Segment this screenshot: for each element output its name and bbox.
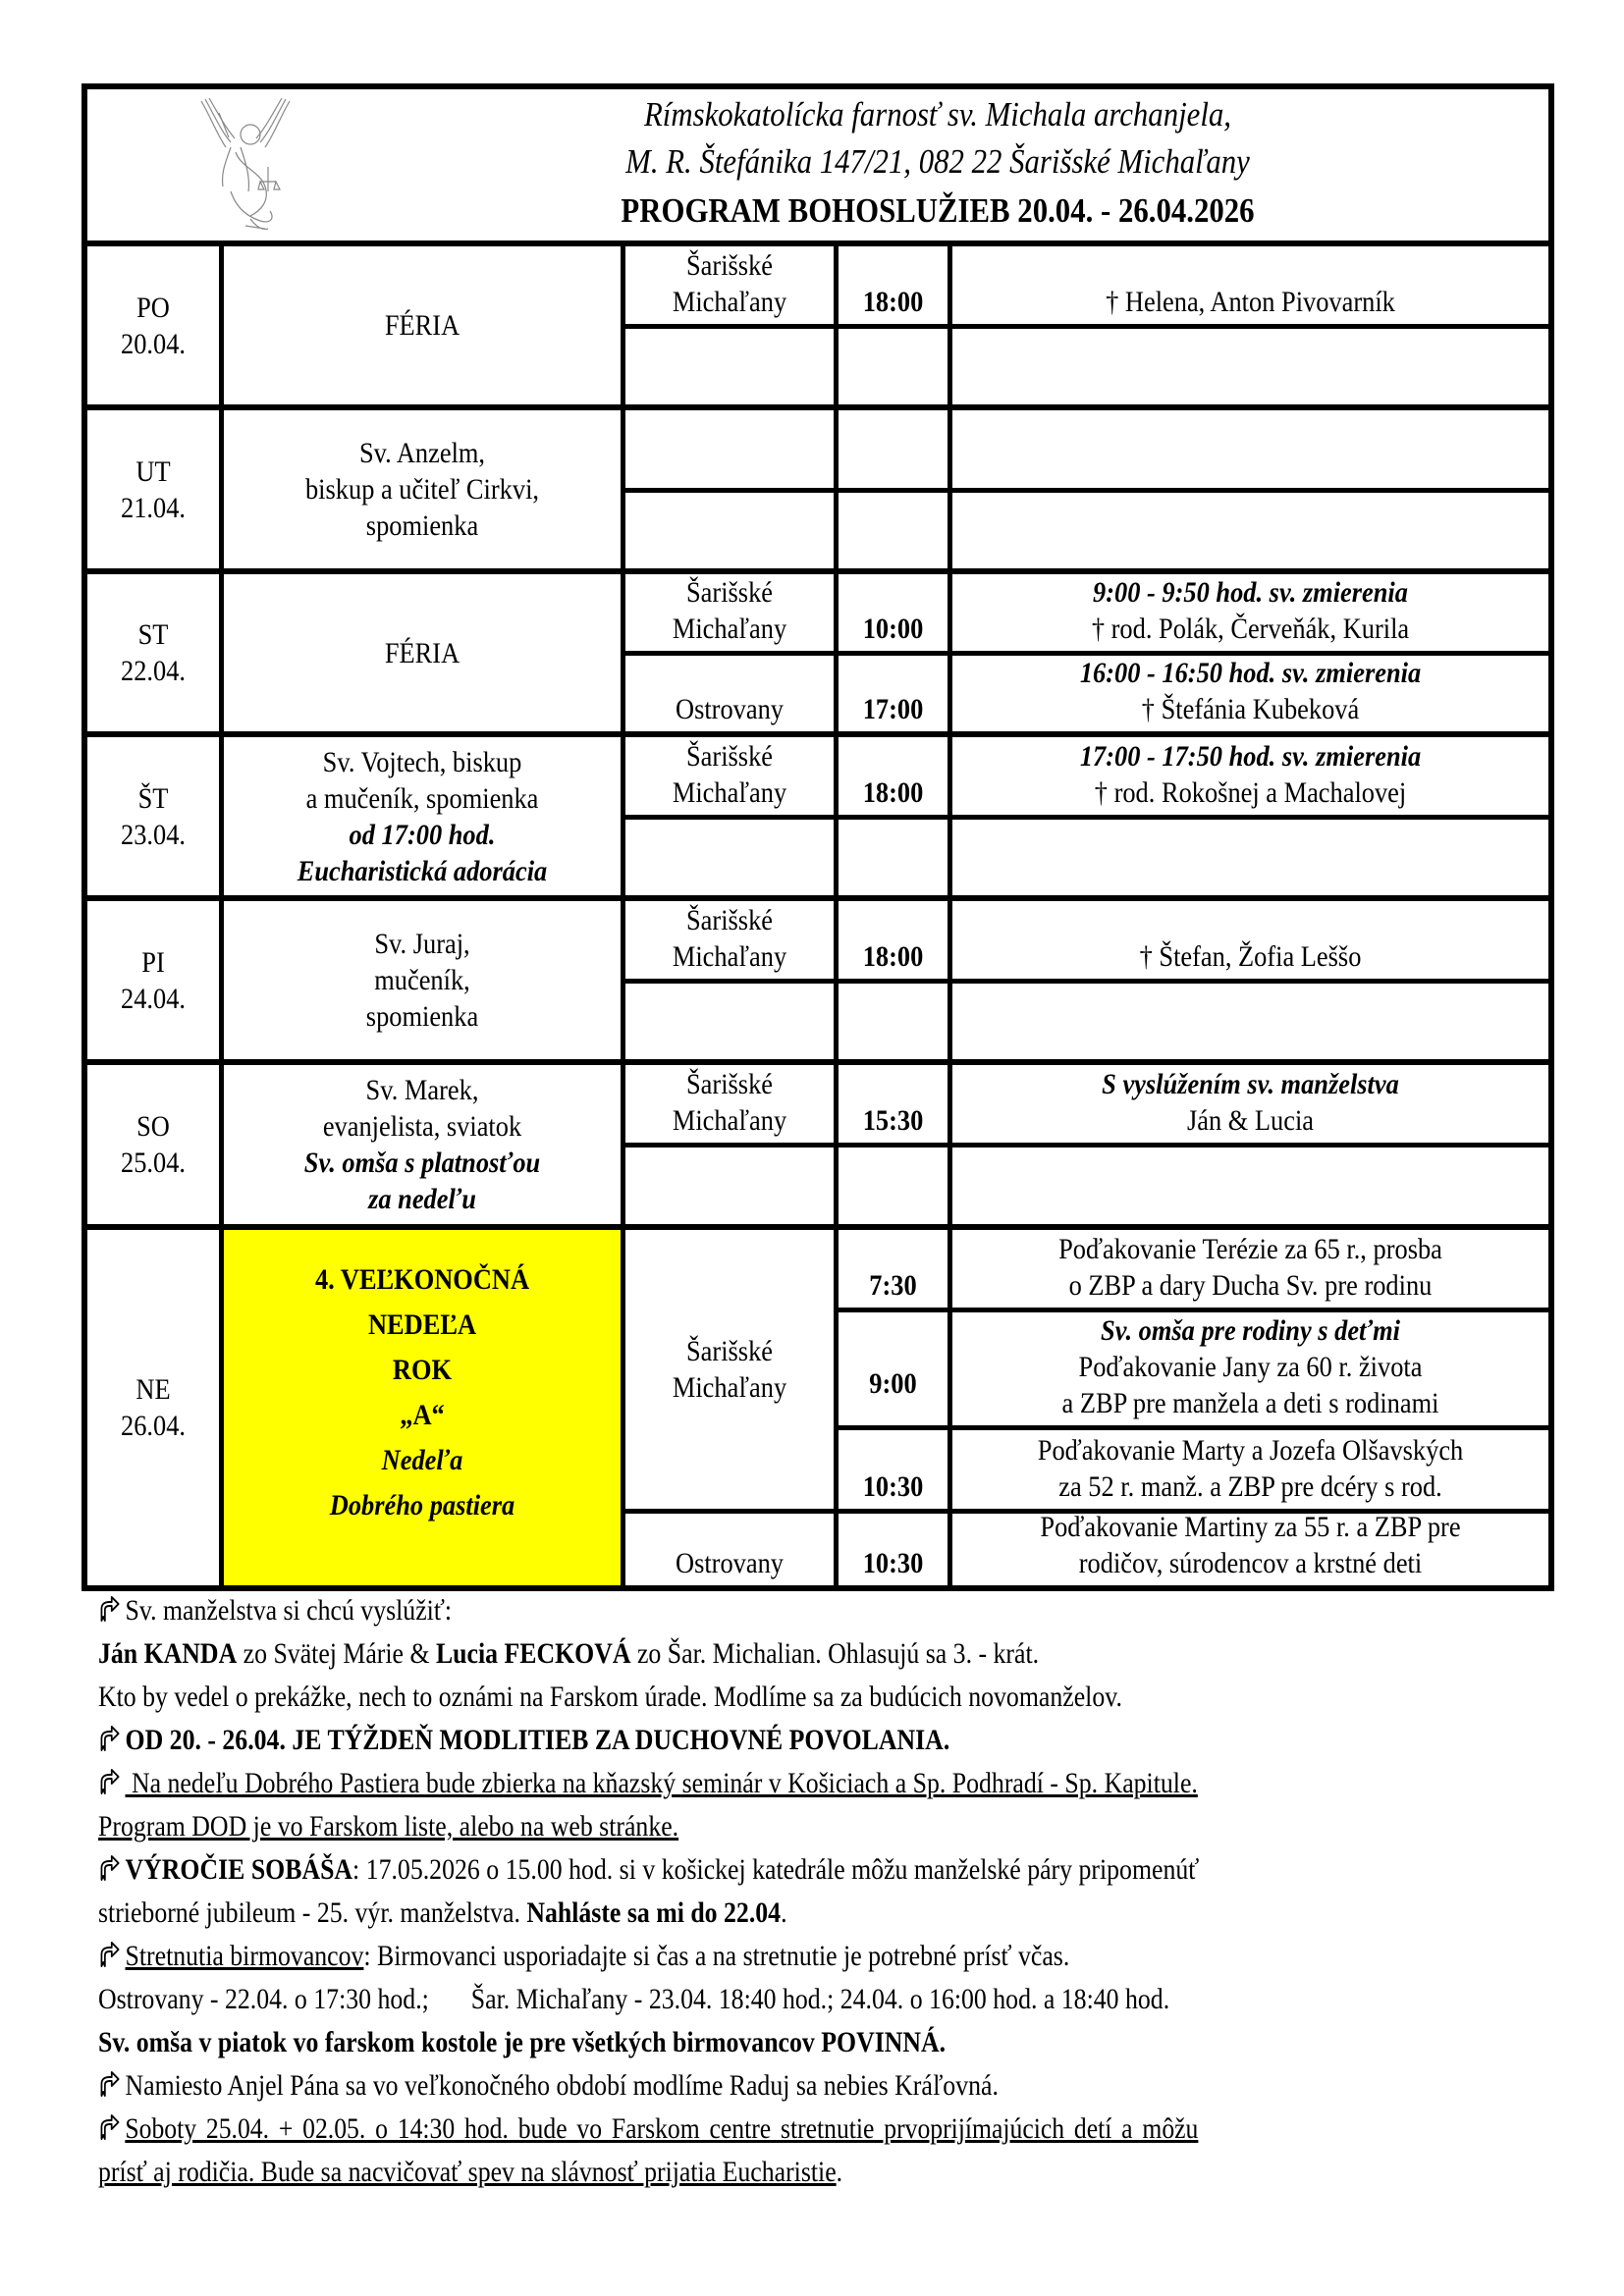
day-date: 21.04. <box>121 491 186 524</box>
intention-line: Poďakovanie Martiny za 55 r. a ZBP pre <box>1040 1511 1461 1543</box>
day-cell <box>95 410 211 568</box>
marriage-couple <box>98 1635 1039 1673</box>
time-cell <box>845 1065 942 1143</box>
note-text: Šar. Michaľany - 23.04. 18:40 hod.; 24.04. o 16:00 hod. a 18:40 hod. <box>470 1983 1170 2015</box>
feast-cell <box>247 1230 597 1585</box>
intention-line: † Helena, Anton Pivovarník <box>1106 286 1395 318</box>
marriage-intro <box>98 1592 452 1629</box>
feast-cell <box>247 901 597 1059</box>
place-line: Ostrovany <box>676 1547 784 1579</box>
arrow-bullet-icon <box>98 1725 120 1752</box>
mass-time: 17:00 <box>862 693 924 725</box>
note-text: prísť aj rodičia. Bude sa nacvičovať spev na slávnosť prijatia Eucharistie <box>98 2156 837 2188</box>
intention-line: za 52 r. manž. a ZBP pre dcéry s rod. <box>1058 1470 1442 1503</box>
mass-time: 10:00 <box>862 613 924 645</box>
note-text: . <box>781 1896 787 1929</box>
place-cell <box>638 1065 822 1143</box>
feast-line: 4. VEĽKONOČNÁ <box>314 1263 530 1296</box>
impediment-note <box>98 1679 1122 1716</box>
note-text: Sv. manželstva si chcú vyslúžiť: <box>125 1594 453 1627</box>
feast-line: Sv. Juraj, <box>374 928 470 960</box>
mass-time: 18:00 <box>862 286 924 318</box>
day-cell <box>95 1230 211 1585</box>
note-text: Kto by vedel o prekážke, nech to oznámi na Farskom úrade. Modlíme sa za budúcich novomanželov. <box>98 1681 1122 1713</box>
feast-cell <box>247 1065 597 1224</box>
arrow-bullet-icon <box>98 1941 120 1968</box>
time-cell <box>845 246 942 324</box>
adoration-line: Eucharistická adorácia <box>297 854 548 887</box>
arrow-bullet-icon <box>98 2070 120 2098</box>
family-mass-note: Sv. omša pre rodiny s deťmi <box>1101 1314 1400 1347</box>
feast-line: mučeník, <box>374 964 470 996</box>
place-line: Michaľany <box>672 1104 787 1137</box>
anniversary-note <box>98 1851 1199 1889</box>
intention-cell <box>988 1511 1512 1585</box>
time-cell <box>845 574 942 651</box>
arrow-bullet-icon <box>98 1595 120 1623</box>
vigil-mass-line: za nedeľu <box>368 1183 476 1215</box>
day-date: 25.04. <box>121 1147 186 1179</box>
place-cell <box>638 1514 822 1585</box>
archangel-michael-logo <box>191 93 299 236</box>
time-cell <box>845 737 942 815</box>
day-cell <box>95 901 211 1059</box>
place-line: Šarišské <box>686 249 773 282</box>
note-text: Ostrovany - 22.04. o 17:30 hod.; <box>98 1983 429 2015</box>
arrow-bullet-icon <box>98 2113 120 2141</box>
place-line: Šarišské <box>686 1335 773 1367</box>
bride-name: Lucia FECKOVÁ <box>435 1637 631 1670</box>
mass-time: 15:30 <box>862 1104 924 1137</box>
communion-note <box>98 2110 1198 2148</box>
place-cell <box>638 656 822 731</box>
day-name: PI <box>141 945 165 979</box>
feast-cell <box>247 410 597 568</box>
note-text: zo Šar. Michalian. Ohlasujú sa 3. - krát. <box>630 1637 1040 1670</box>
feast-line: „A“ <box>400 1399 445 1431</box>
note-label: Stretnutia birmovancov <box>125 1940 364 1972</box>
day-date: 24.04. <box>121 982 186 1015</box>
note-text: : 17.05.2026 o 15.00 hod. si v košickej katedrále môžu manželské páry pripomenúť <box>352 1853 1200 1886</box>
intention-line: rodičov, súrodencov a krstné deti <box>1078 1547 1423 1579</box>
arrow-bullet-icon <box>98 1854 120 1882</box>
confession-note: 17:00 - 17:50 hod. sv. zmierenia <box>1079 740 1422 773</box>
time-cell <box>845 1514 942 1585</box>
collection-note <box>98 1765 1198 1802</box>
feast-cell <box>247 246 597 404</box>
collection-note-2 <box>98 1808 678 1845</box>
day-date: 22.04. <box>121 655 186 687</box>
feast-cell <box>247 737 597 895</box>
confession-note: 9:00 - 9:50 hod. sv. zmierenia <box>1093 576 1408 609</box>
anniversary-note-2 <box>98 1895 787 1932</box>
time-cell <box>845 1312 942 1425</box>
time-cell <box>845 1430 942 1509</box>
note-text: : Birmovanci usporiadajte si čas a na stretnutie je potrebné prísť včas. <box>363 1940 1070 1972</box>
place-line: Michaľany <box>672 613 787 645</box>
feast-line: biskup a učiteľ Cirkvi, <box>304 473 540 506</box>
day-date: 20.04. <box>121 327 186 360</box>
note-text: . <box>836 2156 843 2188</box>
mass-time: 10:30 <box>862 1547 924 1579</box>
intention-cell <box>988 901 1512 979</box>
vocations-week-note <box>98 1722 949 1759</box>
day-name: SO <box>136 1110 170 1143</box>
place-cell <box>638 1230 822 1509</box>
feast-line: a mučeník, spomienka <box>305 781 539 815</box>
day-name: ST <box>137 618 169 651</box>
feast-line: NEDEĽA <box>367 1308 477 1341</box>
feast-line: Nedeľa <box>381 1444 463 1476</box>
intention-line: Ján & Lucia <box>1186 1104 1315 1137</box>
intention-line: o ZBP a dary Ducha Sv. pre rodinu <box>1068 1269 1433 1302</box>
feast-line: ROK <box>392 1354 453 1386</box>
place-line: Šarišské <box>686 740 773 773</box>
note-text: Namiesto Anjel Pána sa vo veľkonočného období modlíme Raduj sa nebies Kráľovná. <box>125 2069 999 2102</box>
place-cell <box>638 574 822 651</box>
vigil-mass-line: Sv. omša s platnosťou <box>303 1147 541 1179</box>
intention-cell <box>988 1430 1512 1509</box>
feast-cell <box>247 574 597 731</box>
feast-line: Sv. Vojtech, biskup <box>322 745 522 778</box>
place-line: Michaľany <box>672 1371 787 1404</box>
time-cell <box>845 1230 942 1308</box>
note-text: Sv. omša v piatok vo farskom kostole je pre všetkých birmovancov POVINNÁ. <box>98 2026 947 2058</box>
intention-cell <box>988 737 1512 815</box>
day-date: 23.04. <box>121 818 186 851</box>
confirmation-mandatory <box>98 2024 946 2061</box>
day-date: 26.04. <box>121 1410 186 1442</box>
note-label: VÝROČIE SOBÁŠA <box>125 1853 353 1886</box>
groom-name: Ján KANDA <box>98 1637 238 1670</box>
announcements <box>98 1592 1542 2188</box>
intention-line: a ZBP pre manžela a deti s rodinami <box>1061 1387 1439 1419</box>
intention-line: † rod. Rokošnej a Machalovej <box>1094 776 1407 809</box>
place-line: Šarišské <box>686 576 773 609</box>
intention-line: Poďakovanie Marty a Jozefa Olšavských <box>1037 1434 1464 1467</box>
note-text: strieborné jubileum - 25. výr. manželstva. <box>98 1896 527 1929</box>
note-text: Soboty 25.04. + 02.05. o 14:30 hod. bude vo Farskom centre stretnutie prvoprijímajúcich detí a môžu <box>125 2112 1199 2145</box>
feast-line: Sv. Anzelm, <box>358 437 486 469</box>
mass-time: 7:30 <box>869 1269 917 1302</box>
intention-cell <box>988 656 1512 731</box>
intention-cell <box>988 1065 1512 1143</box>
mass-time: 18:00 <box>862 940 924 973</box>
intention-line: Poďakovanie Jany za 60 r. života <box>1078 1351 1423 1383</box>
place-cell <box>638 246 822 324</box>
arrow-bullet-icon <box>98 1768 120 1795</box>
wedding-note: S vyslúžením sv. manželstva <box>1102 1068 1399 1100</box>
place-line: Michaľany <box>672 776 787 809</box>
feast-line: spomienka <box>365 509 479 542</box>
day-cell <box>95 574 211 731</box>
intention-line: Poďakovanie Terézie za 65 r., prosba <box>1058 1233 1442 1265</box>
note-text: OD 20. - 26.04. JE TÝŽDEŇ MODLITIEB ZA DUCHOVNÉ POVOLANIA. <box>125 1724 950 1756</box>
schedule-title: PROGRAM BOHOSLUŽIEB 20.04. - 26.04.2026 <box>621 191 1255 230</box>
day-name: ŠT <box>137 781 169 815</box>
time-cell <box>845 656 942 731</box>
feast-line: spomienka <box>365 1000 479 1033</box>
place-line: Ostrovany <box>676 693 784 725</box>
day-name: PO <box>136 291 170 324</box>
place-line: Michaľany <box>672 940 787 973</box>
day-cell <box>95 246 211 404</box>
feast-line: Dobrého pastiera <box>329 1489 515 1522</box>
day-name: UT <box>135 454 171 488</box>
intention-cell <box>988 1312 1512 1425</box>
intention-line: † Štefan, Žofia Leššo <box>1139 940 1362 973</box>
place-cell <box>638 901 822 979</box>
regina-note <box>98 2067 999 2105</box>
note-text: zo Svätej Márie & <box>237 1637 436 1670</box>
intention-cell <box>988 246 1512 324</box>
confirmation-note <box>98 1938 1069 1975</box>
place-line: Šarišské <box>686 904 773 936</box>
note-deadline: Nahláste sa mi do 22.04 <box>526 1896 782 1929</box>
day-cell <box>95 1065 211 1224</box>
intention-line: † rod. Polák, Červeňák, Kurila <box>1091 613 1410 645</box>
intention-cell <box>988 1230 1512 1308</box>
parish-name: Rímskokatolícka farnosť sv. Michala archanjela, <box>643 95 1231 133</box>
time-cell <box>845 901 942 979</box>
note-text: Program DOD je vo Farskom liste, alebo na web stránke. <box>98 1810 679 1842</box>
note-text: Na nedeľu Dobrého Pastiera bude zbierka na kňazský seminár v Košiciach a Sp. Podhradí - Sp. Kapitule. <box>125 1767 1198 1799</box>
adoration-line: od 17:00 hod. <box>349 818 496 851</box>
mass-time: 10:30 <box>862 1470 924 1503</box>
feast-line: FÉRIA <box>384 309 460 342</box>
day-cell <box>95 737 211 895</box>
place-line: Šarišské <box>686 1068 773 1100</box>
feast-line: Sv. Marek, <box>365 1074 479 1106</box>
place-cell <box>638 737 822 815</box>
day-name: NE <box>135 1373 171 1406</box>
place-line: Michaľany <box>672 286 787 318</box>
confession-note: 16:00 - 16:50 hod. sv. zmierenia <box>1079 657 1422 689</box>
confirmation-times <box>98 1981 1169 2018</box>
mass-time: 9:00 <box>869 1367 917 1400</box>
feast-line: evanjelista, sviatok <box>322 1110 522 1143</box>
feast-line: FÉRIA <box>384 636 460 669</box>
communion-note-2 <box>98 2154 842 2191</box>
parish-address: M. R. Štefánika 147/21, 082 22 Šarišské Michaľany <box>625 142 1250 181</box>
mass-time: 18:00 <box>862 776 924 809</box>
intention-cell <box>988 574 1512 651</box>
intention-line: † Štefánia Kubeková <box>1141 693 1360 725</box>
